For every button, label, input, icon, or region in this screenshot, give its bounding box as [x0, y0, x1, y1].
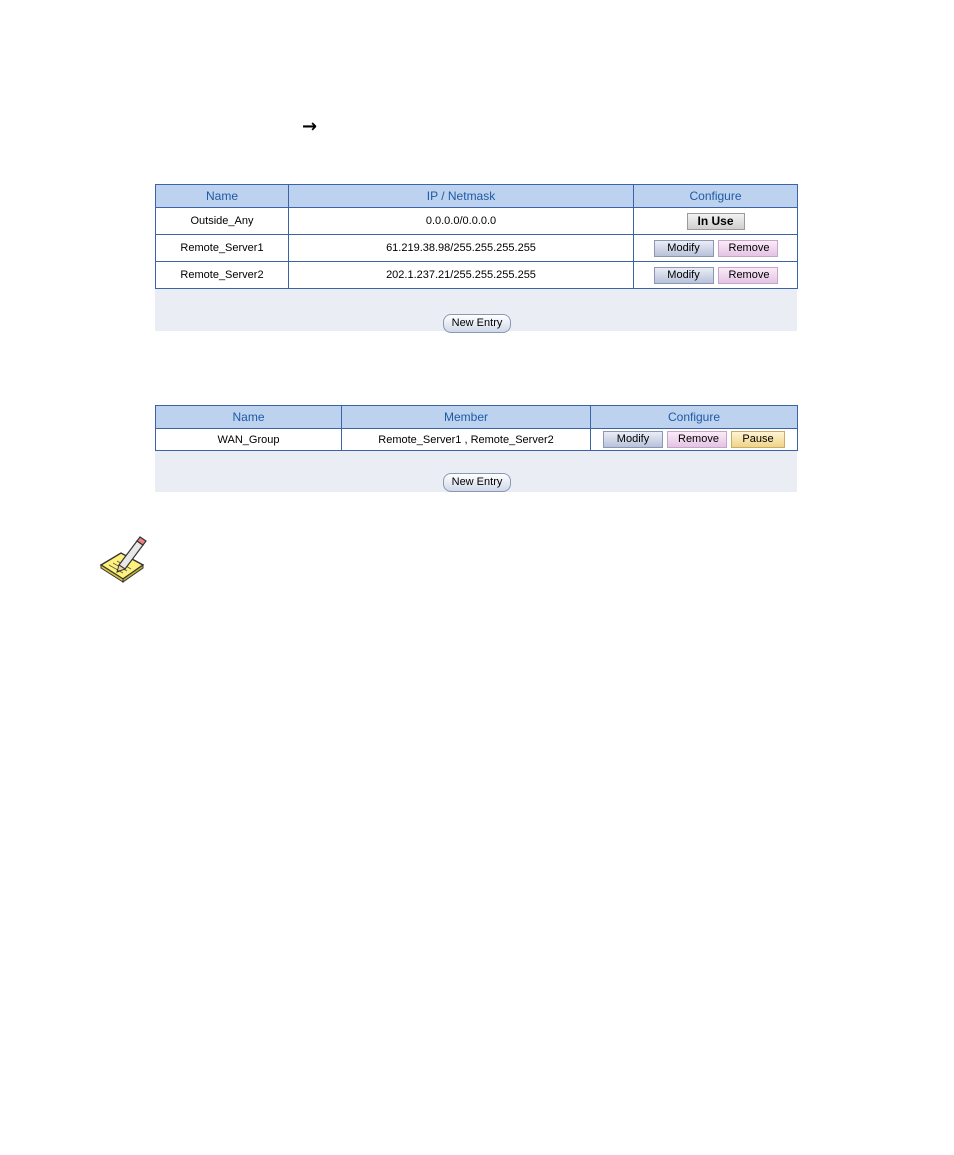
address-ip: 0.0.0.0/0.0.0.0 — [289, 208, 634, 235]
group-table-panel — [155, 405, 797, 492]
column-header-configure: Configure — [591, 406, 798, 429]
address-name: Remote_Server1 — [156, 235, 289, 262]
group-member: Remote_Server1 , Remote_Server2 — [342, 429, 591, 451]
table-row — [156, 235, 798, 262]
column-header-ip-netmask: IP / Netmask — [289, 185, 634, 208]
address-table — [155, 184, 798, 289]
address-ip: 61.219.38.98/255.255.255.255 — [289, 235, 634, 262]
note-pencil-icon — [99, 535, 147, 583]
configure-cell — [634, 208, 798, 235]
column-header-member: Member — [342, 406, 591, 429]
table-header-row — [156, 406, 798, 429]
group-table — [155, 405, 798, 451]
modify-button[interactable]: Modify — [603, 431, 663, 448]
remove-button[interactable]: Remove — [718, 267, 778, 284]
table-row — [156, 429, 798, 451]
configure-cell — [591, 429, 798, 451]
remove-button[interactable]: Remove — [718, 240, 778, 257]
table-row — [156, 208, 798, 235]
arrow-right-icon: → — [302, 116, 318, 137]
remove-button[interactable]: Remove — [667, 431, 727, 448]
modify-button[interactable]: Modify — [654, 240, 714, 257]
address-name: Remote_Server2 — [156, 262, 289, 289]
new-entry-button[interactable]: New Entry — [443, 473, 511, 492]
column-header-configure: Configure — [634, 185, 798, 208]
pause-button[interactable]: Pause — [731, 431, 785, 448]
modify-button[interactable]: Modify — [654, 267, 714, 284]
address-name: Outside_Any — [156, 208, 289, 235]
configure-cell — [634, 235, 798, 262]
table-header-row — [156, 185, 798, 208]
new-entry-button[interactable]: New Entry — [443, 314, 511, 333]
column-header-name: Name — [156, 406, 342, 429]
group-name: WAN_Group — [156, 429, 342, 451]
column-header-name: Name — [156, 185, 289, 208]
address-table-panel — [155, 184, 797, 331]
address-ip: 202.1.237.21/255.255.255.255 — [289, 262, 634, 289]
table-row — [156, 262, 798, 289]
in-use-button[interactable]: In Use — [687, 213, 745, 230]
configure-cell — [634, 262, 798, 289]
